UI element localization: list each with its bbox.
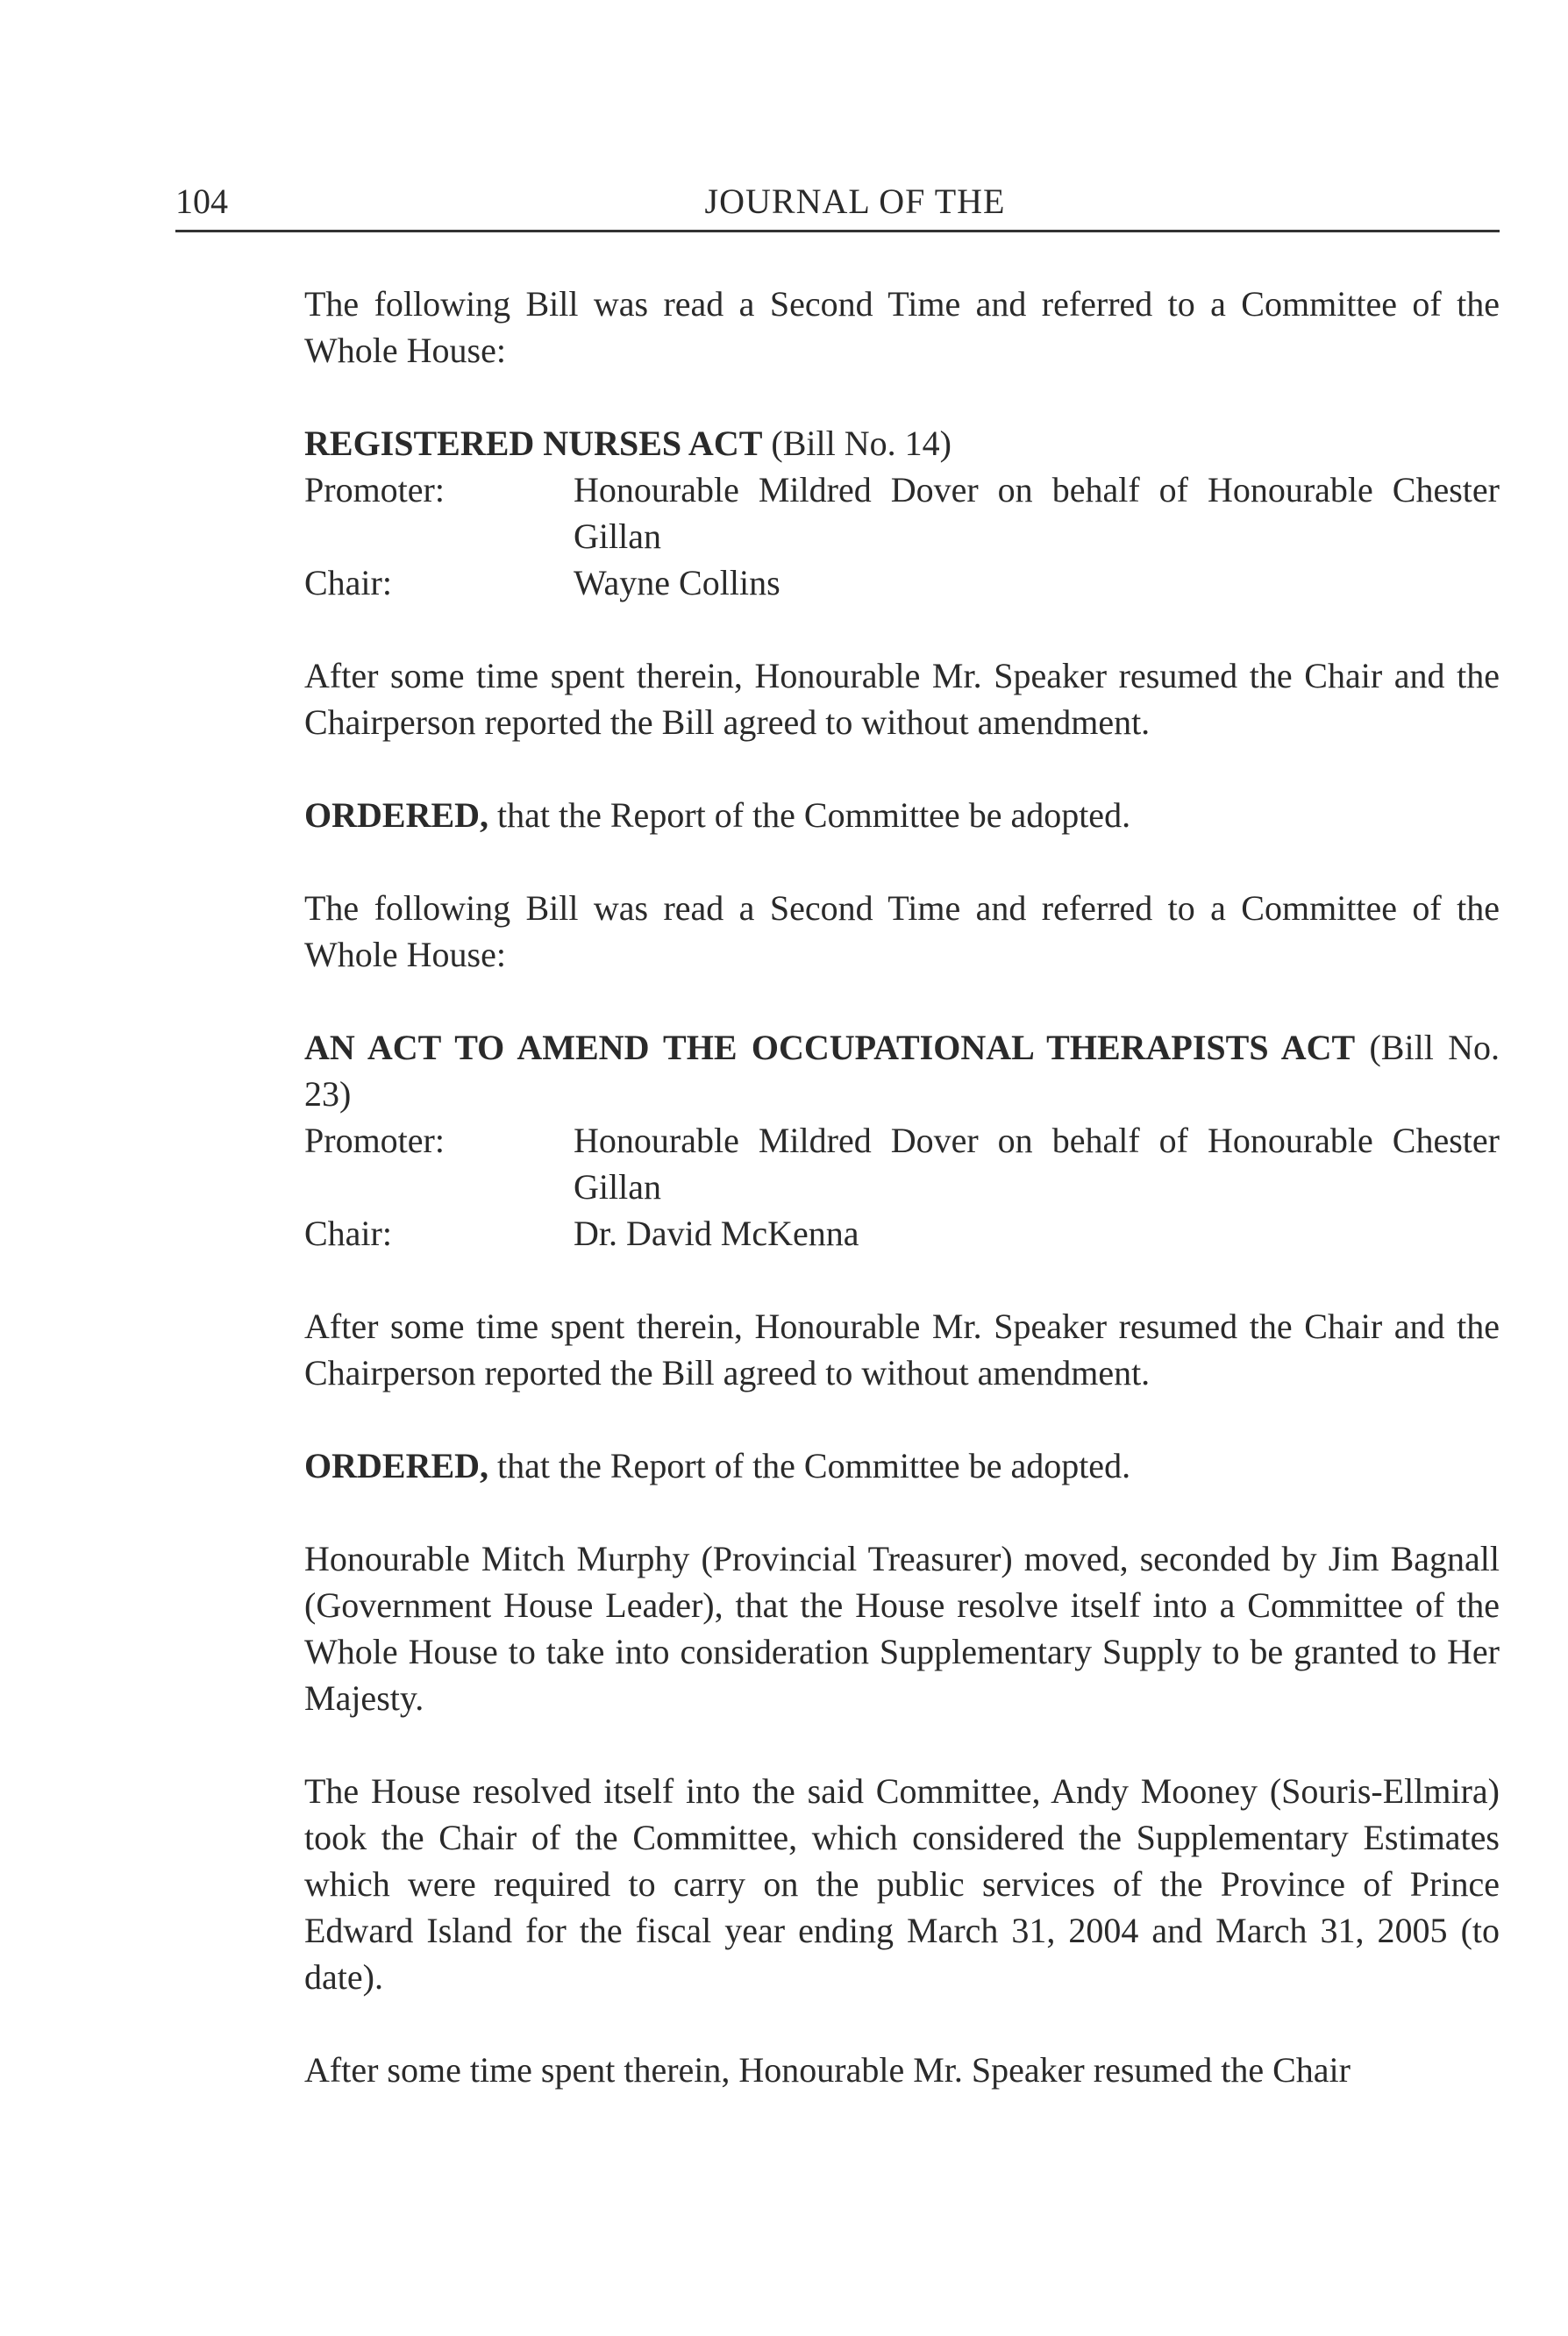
bill-title: REGISTERED NURSES ACT: [304, 424, 763, 463]
committee-paragraph: The House resolved itself into the said Committee, Andy Mooney (Souris-Ellmira) took the Chair of the Committee, which considered the Supplementary Estimates which were required to carry on the public services of the Province of Prince Edward Island for the fiscal year ending March 31, 2004 and March 31, 2005 (to date).: [304, 1771, 1500, 1997]
bill-intro-paragraph: The following Bill was read a Second Time and referred to a Committee of the Whole House:: [304, 888, 1500, 974]
chair-label: Chair:: [304, 1214, 392, 1253]
closing-paragraph: After some time spent therein, Honourable Mr. Speaker resumed the Chair: [304, 2050, 1351, 2090]
bill-intro-paragraph: The following Bill was read a Second Time and referred to a Committee of the Whole House:: [304, 284, 1500, 370]
report-paragraph: After some time spent therein, Honourable Mr. Speaker resumed the Chair and the Chairperson reported the Bill agreed to without amendment.: [304, 1307, 1500, 1392]
journal-body: [304, 281, 1500, 2140]
bill-block-registered-nurses: [304, 420, 1500, 606]
report-paragraph: After some time spent therein, Honourable Mr. Speaker resumed the Chair and the Chairperson reported the Bill agreed to without amendment.: [304, 656, 1500, 742]
bill-number: (Bill No. 23): [304, 1028, 1500, 1114]
promoter-label: Promoter:: [304, 1121, 445, 1160]
chair-value: Wayne Collins: [574, 563, 780, 602]
promoter-value: Honourable Mildred Dover on behalf of Honourable Chester Gillan: [574, 470, 1500, 556]
ordered-text: that the Report of the Committee be adopted.: [497, 795, 1131, 835]
bill-title-line: [304, 420, 1500, 466]
promoter-label: Promoter:: [304, 470, 445, 509]
ordered-paragraph: [304, 792, 1500, 838]
bill-block-occupational-therapists: [304, 1024, 1500, 1257]
page-header: [175, 180, 1500, 232]
page-number: 104: [175, 182, 228, 221]
bill-title: AN ACT TO AMEND THE OCCUPATIONAL THERAPISTS ACT: [304, 1028, 1356, 1067]
bill-title-line: [304, 1024, 1500, 1117]
chair-value: Dr. David McKenna: [574, 1214, 859, 1253]
running-title: JOURNAL OF THE: [704, 182, 1006, 221]
ordered-paragraph: [304, 1442, 1500, 1489]
chair-row: [304, 1210, 1500, 1257]
promoter-row: [304, 1117, 1500, 1210]
motion-paragraph: Honourable Mitch Murphy (Provincial Treasurer) moved, seconded by Jim Bagnall (Government House Leader), that the House resolve itself into a Committee of the Whole House to take into consideration Supplementary Supply to be granted to Her Majesty.: [304, 1539, 1500, 1718]
bill-number: (Bill No. 14): [771, 424, 951, 463]
chair-label: Chair:: [304, 563, 392, 602]
ordered-keyword: ORDERED,: [304, 795, 489, 835]
ordered-text: that the Report of the Committee be adopted.: [497, 1446, 1131, 1485]
ordered-keyword: ORDERED,: [304, 1446, 489, 1485]
promoter-row: [304, 466, 1500, 559]
promoter-value: Honourable Mildred Dover on behalf of Honourable Chester Gillan: [574, 1121, 1500, 1207]
chair-row: [304, 559, 1500, 606]
